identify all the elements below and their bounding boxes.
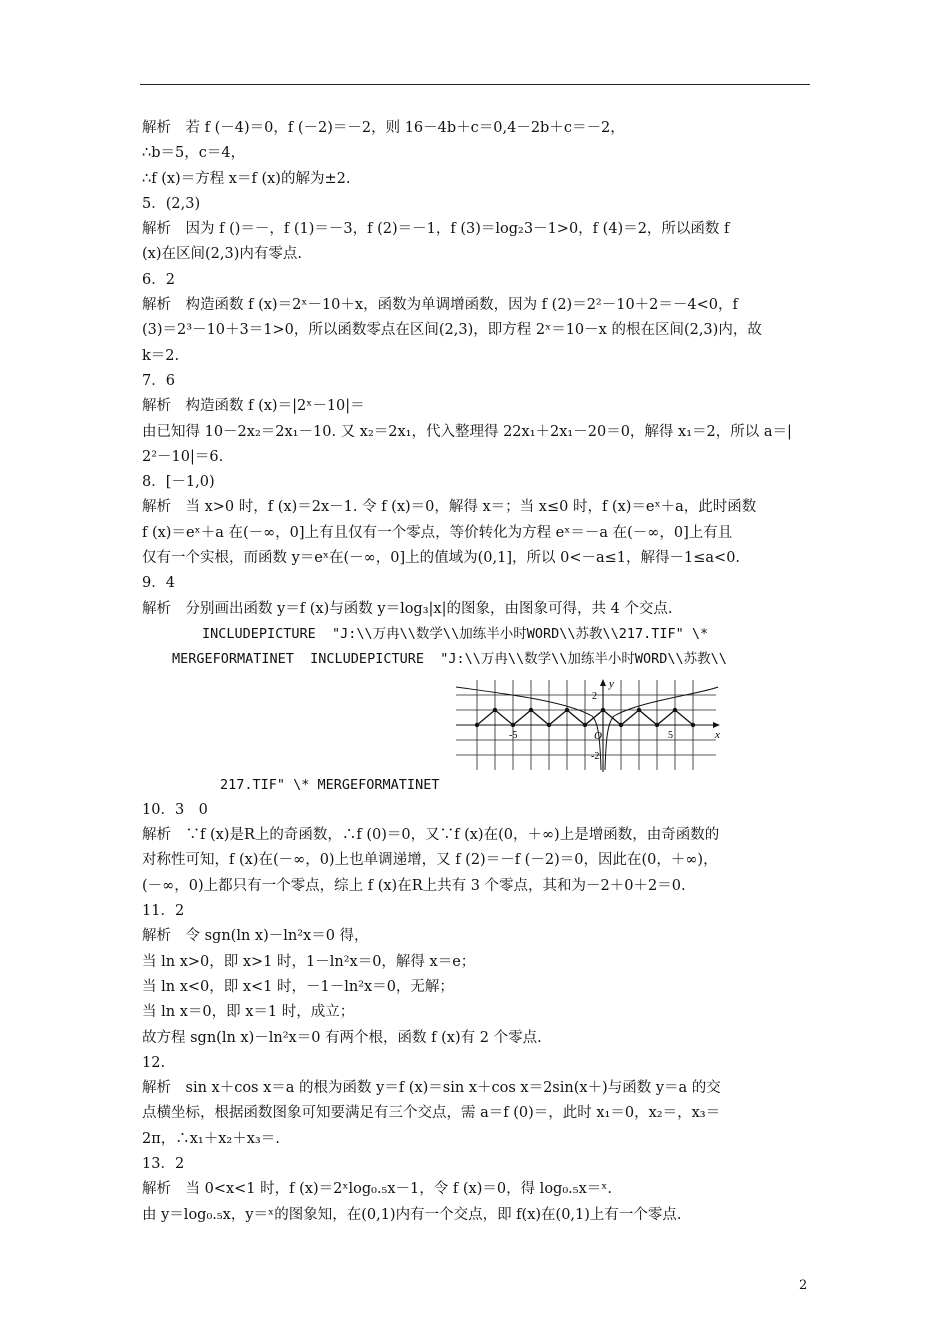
y-axis-arrow-icon (600, 679, 606, 686)
y-tick-label: 2 (592, 690, 597, 702)
problem-number: 12. (142, 1054, 166, 1071)
text-line: 解析 当 x>0 时，f (x)＝2x－1. 令 f (x)＝0，解得 x＝；当 x≤0 时，f (x)＝eˣ＋a，此时函数 (142, 499, 757, 516)
text-line: 解析 ∵f (x)是R上的奇函数，∴f (0)＝0，又∵f (x)在(0，＋∞)上是增函数，由奇函数的 (142, 827, 720, 844)
text-line: 解析 分别画出函数 y＝f (x)与函数 y＝log₃|x|的图象，由图象可得，共 4 个交点. (142, 600, 673, 617)
problem-number: 13．2 (142, 1155, 185, 1172)
problem-number: 7．6 (142, 372, 175, 389)
text-line: 当 ln x>0，即 x>1 时，1－ln²x＝0，解得 x＝e； (142, 953, 476, 970)
header-rule (140, 84, 810, 85)
text-line: 2π，∴x₁＋x₂＋x₃＝. (142, 1130, 280, 1147)
text-line: (3)＝2³－10＋3＝1>0，所以函数零点在区间(2,3)，即方程 2ˣ＝10－x 的根在区间(2,3)内，故 (142, 322, 762, 339)
include-field-text: MERGEFORMATINET INCLUDEPICTURE "J:\\万冉\\数学\\加练半小时WORD\\苏教\\ (172, 651, 727, 668)
problem-number: 6．2 (142, 271, 175, 288)
problem-number: 10．3 0 (142, 801, 208, 818)
text-line: 仅有一个实根，而函数 y＝eˣ在(－∞，0]上的值域为(0,1]，所以 0<－a≤1，解得－1≤a<0. (142, 550, 741, 567)
text-line: 点横坐标，根据函数图象可知要满足有三个交点，需 a＝f (0)＝，此时 x₁＝0，x₂＝，x₃＝ (142, 1105, 721, 1122)
text-line: ∴b＝5，c＝4， (142, 145, 246, 162)
document-body (142, 116, 814, 1228)
origin-label: O (594, 729, 602, 742)
include-field-text: INCLUDEPICTURE "J:\\万冉\\数学\\加练半小时WORD\\苏教\\217.TIF" \* (202, 625, 709, 642)
text-line: 解析 若 f (－4)＝0，f (－2)＝－2，则 16－4b＋c＝0,4－2b＋c＝－2， (142, 120, 625, 136)
text-line: 解析 sin x＋cos x＝a 的根为函数 y＝f (x)＝sin x＋cos x＝2sin(x＋)与函数 y＝a 的交 (142, 1080, 721, 1097)
text-line: (x)在区间(2,3)内有零点. (142, 246, 302, 263)
text-line: 对称性可知，f (x)在(－∞，0)上也单调递增，又 f (2)＝－f (－2)＝0，因此在(0，＋∞)， (142, 852, 718, 869)
y-axis-label: y (609, 677, 614, 690)
text-line: k＝2. (142, 347, 180, 364)
text-line: f (x)＝eˣ＋a 在(－∞，0]上有且仅有一个零点，等价转化为方程 eˣ＝－a 在(－∞，0]上有且 (142, 524, 733, 541)
text-line: 故方程 sgn(ln x)－ln²x＝0 有两个根，函数 f (x)有 2 个零点. (142, 1029, 542, 1046)
text-line: 解析 构造函数 f (x)＝|2ˣ－10|＝ (142, 398, 365, 415)
text-line: 由已知得 10－2x₂＝2x₁－10. 又 x₂＝2x₁，代入整理得 22x₁＋2x₁－20＝0，解得 x₁＝2，所以 a＝| (142, 423, 792, 440)
text-line: 解析 当 0<x<1 时，f (x)＝2ˣlog₀.₅x－1，令 f (x)＝0，得 log₀.₅x＝ˣ. (142, 1181, 612, 1198)
problem-number: 5．(2,3) (142, 195, 201, 212)
text-line: 解析 构造函数 f (x)＝2ˣ－10＋x，函数为单调增函数，因为 f (2)＝2²－10＋2＝－4<0，f (142, 297, 738, 314)
x-axis-arrow-icon (713, 722, 720, 728)
text-line: 解析 因为 f ()＝－，f (1)＝－3，f (2)＝－1，f (3)＝log₂3－1>0，f (4)＝2，所以函数 f (142, 221, 730, 238)
page-number: 2 (799, 1278, 808, 1293)
log-curve-right (605, 687, 718, 770)
function-graph (456, 676, 724, 772)
problem-number: 11．2 (142, 903, 185, 920)
text-line: (－∞，0)上都只有一个零点，综上 f (x)在R上共有 3 个零点，其和为－2＋0＋2＝0. (142, 877, 686, 894)
y-tick-label: -2 (591, 750, 600, 762)
text-line: 当 ln x＝0，即 x＝1 时，成立； (142, 1004, 355, 1021)
text-line: ∴f (x)＝方程 x＝f (x)的解为±2. (142, 170, 351, 187)
text-line: 2²－10|＝6. (142, 448, 224, 465)
text-line: 由 y＝log₀.₅x，y＝ˣ的图象知，在(0,1)内有一个交点，即 f(x)在(0,1)上有一个零点. (142, 1206, 682, 1223)
text-line: 解析 令 sgn(ln x)－ln²x＝0 得， (142, 928, 369, 945)
x-axis-label: x (715, 728, 720, 741)
text-line: 当 ln x<0，即 x<1 时，－1－ln²x＝0，无解； (142, 978, 454, 995)
problem-number: 8．[－1,0) (142, 474, 215, 491)
x-tick-label: -5 (509, 729, 518, 741)
include-field-text: 217.TIF" \* MERGEFORMATINET (220, 776, 440, 793)
problem-number: 9．4 (142, 575, 175, 592)
log-curve-left (456, 687, 601, 770)
x-tick-label: 5 (668, 729, 673, 741)
